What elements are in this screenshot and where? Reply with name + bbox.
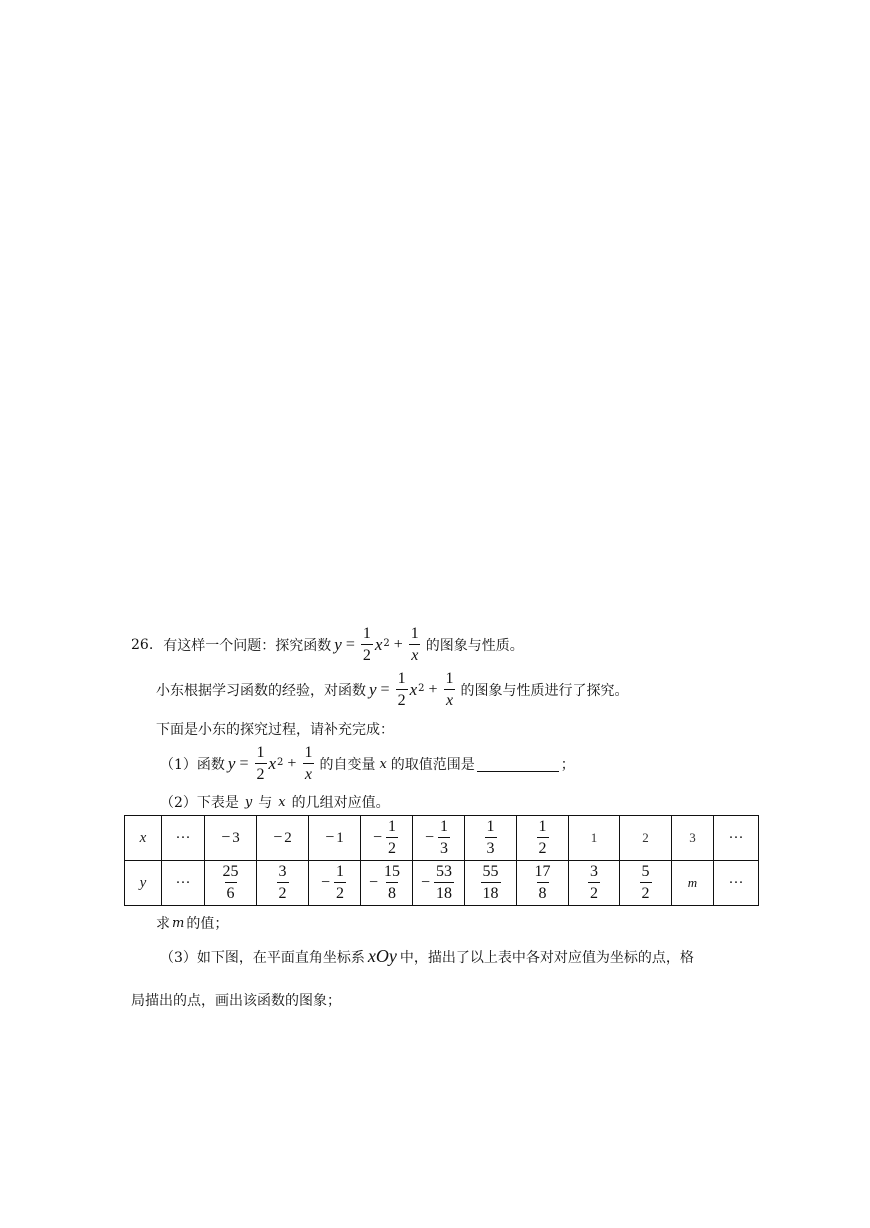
problem-intro-line bbox=[131, 626, 524, 664]
part2-line bbox=[160, 792, 390, 812]
xoy-symbol: xOy bbox=[367, 946, 397, 966]
cell-value: 1 bbox=[590, 830, 598, 845]
fraction: $\frac{1}{3}$ bbox=[440, 818, 449, 857]
fraction: $\frac{1}{2}$ bbox=[388, 818, 397, 857]
problem-number: 26. bbox=[131, 637, 154, 653]
row-label: x bbox=[125, 816, 162, 861]
function-formula: y = $\frac{1}{2}$ x 2 + $\frac{1}{x}$ bbox=[227, 744, 313, 783]
table-cell bbox=[465, 861, 517, 906]
table-cell bbox=[672, 816, 714, 861]
table-cell bbox=[569, 861, 620, 906]
cell-value: 2 bbox=[642, 830, 649, 845]
minus-sign: − bbox=[273, 829, 283, 846]
y-row bbox=[125, 861, 759, 906]
part1-label: （1）函数 bbox=[160, 757, 225, 773]
fraction: $\frac{1}{2}$ bbox=[336, 863, 345, 902]
ellipsis-cell: ··· bbox=[162, 816, 205, 861]
ask-m-post: 的值； bbox=[186, 916, 229, 932]
cell-value: 1 bbox=[336, 829, 344, 846]
table-cell bbox=[569, 816, 620, 861]
table-cell bbox=[361, 816, 413, 861]
fraction: $\frac{17}{8}$ bbox=[534, 863, 551, 902]
ask-m-pre: 求 bbox=[156, 916, 170, 932]
table-cell bbox=[205, 816, 257, 861]
cell-value: m bbox=[687, 875, 698, 890]
minus-sign: − bbox=[420, 874, 431, 891]
minus-sign: − bbox=[320, 874, 331, 891]
problem-line2 bbox=[156, 671, 629, 709]
part2-x: x bbox=[278, 794, 286, 810]
part1-line bbox=[160, 745, 575, 783]
line3-text: 下面是小东的探究过程，请补充完成： bbox=[156, 722, 394, 738]
line2-end-text: 的图象与性质进行了探究。 bbox=[460, 683, 629, 699]
part3-line2-text: 局描出的点，画出该函数的图象； bbox=[131, 993, 341, 1009]
minus-sign: − bbox=[325, 829, 335, 846]
table-cell bbox=[620, 861, 672, 906]
part2-end: 的几组对应值。 bbox=[291, 795, 390, 811]
fraction: $\frac{5}{2}$ bbox=[641, 863, 650, 902]
ask-m-var: m bbox=[172, 915, 185, 931]
table-cell bbox=[413, 861, 465, 906]
table-cell bbox=[672, 861, 714, 906]
part3-line2 bbox=[131, 990, 341, 1010]
cell-value: 3 bbox=[689, 830, 696, 845]
part2-with: 与 bbox=[258, 795, 273, 811]
fraction: $\frac{1}{3}$ bbox=[486, 818, 495, 857]
cell-value: 2 bbox=[284, 829, 292, 846]
fraction: $\frac{15}{8}$ bbox=[384, 863, 401, 902]
table-cell bbox=[620, 816, 672, 861]
table-cell bbox=[309, 816, 361, 861]
part1-end-text: 的取值范围是 bbox=[390, 757, 475, 773]
line2-start-text: 小东根据学习函数的经验，对函数 bbox=[156, 683, 366, 699]
table-cell bbox=[517, 861, 569, 906]
part1-var: x bbox=[379, 756, 387, 772]
fraction: $\frac{55}{18}$ bbox=[482, 863, 499, 902]
function-formula: y = $\frac{1}{2}$ x 2 + $\frac{1}{x}$ bbox=[369, 670, 454, 709]
value-table bbox=[124, 815, 759, 906]
answer-blank[interactable] bbox=[477, 757, 559, 772]
part3-text-a: （3）如下图，在平面直角坐标系 bbox=[160, 949, 365, 966]
problem-line3 bbox=[156, 719, 394, 739]
table-cell bbox=[257, 816, 309, 861]
part3-line1 bbox=[160, 946, 694, 967]
fraction: $\frac{25}{6}$ bbox=[222, 863, 239, 902]
minus-sign: − bbox=[368, 874, 379, 891]
table-cell bbox=[517, 816, 569, 861]
fraction: $\frac{1}{2}$ bbox=[538, 818, 547, 857]
table-cell bbox=[413, 816, 465, 861]
part2-y: y bbox=[244, 794, 253, 810]
minus-sign: − bbox=[372, 829, 383, 846]
fraction: $\frac{53}{18}$ bbox=[436, 863, 453, 902]
part1-mid-text: 的自变量 bbox=[319, 757, 376, 773]
fraction: $\frac{3}{2}$ bbox=[590, 863, 598, 902]
x-row bbox=[125, 816, 759, 861]
ellipsis-cell: ··· bbox=[714, 861, 759, 906]
table-cell bbox=[361, 861, 413, 906]
ellipsis-cell: ··· bbox=[714, 816, 759, 861]
table-cell bbox=[309, 861, 361, 906]
part1-semicolon: ； bbox=[560, 757, 575, 773]
cell-value: 3 bbox=[232, 829, 240, 846]
table-cell bbox=[205, 861, 257, 906]
table-cell bbox=[257, 861, 309, 906]
ask-m-line bbox=[156, 913, 228, 933]
problem-intro-text: 有这样一个问题：探究函数 bbox=[163, 638, 332, 654]
function-formula: y = $\frac{1}{2}$ x 2 + $\frac{1}{x}$ bbox=[334, 625, 419, 664]
part3-text-b: 中，描出了以上表中各对对应值为坐标的点，格 bbox=[399, 949, 694, 966]
minus-sign: − bbox=[424, 829, 435, 846]
problem-intro-end: 的图象与性质。 bbox=[425, 638, 524, 654]
minus-sign: − bbox=[221, 829, 231, 846]
row-label: y bbox=[125, 861, 162, 906]
part2-label: （2）下表是 bbox=[160, 795, 239, 811]
fraction: $\frac{3}{2}$ bbox=[278, 863, 287, 902]
table-cell bbox=[465, 816, 517, 861]
ellipsis-cell: ··· bbox=[162, 861, 205, 906]
